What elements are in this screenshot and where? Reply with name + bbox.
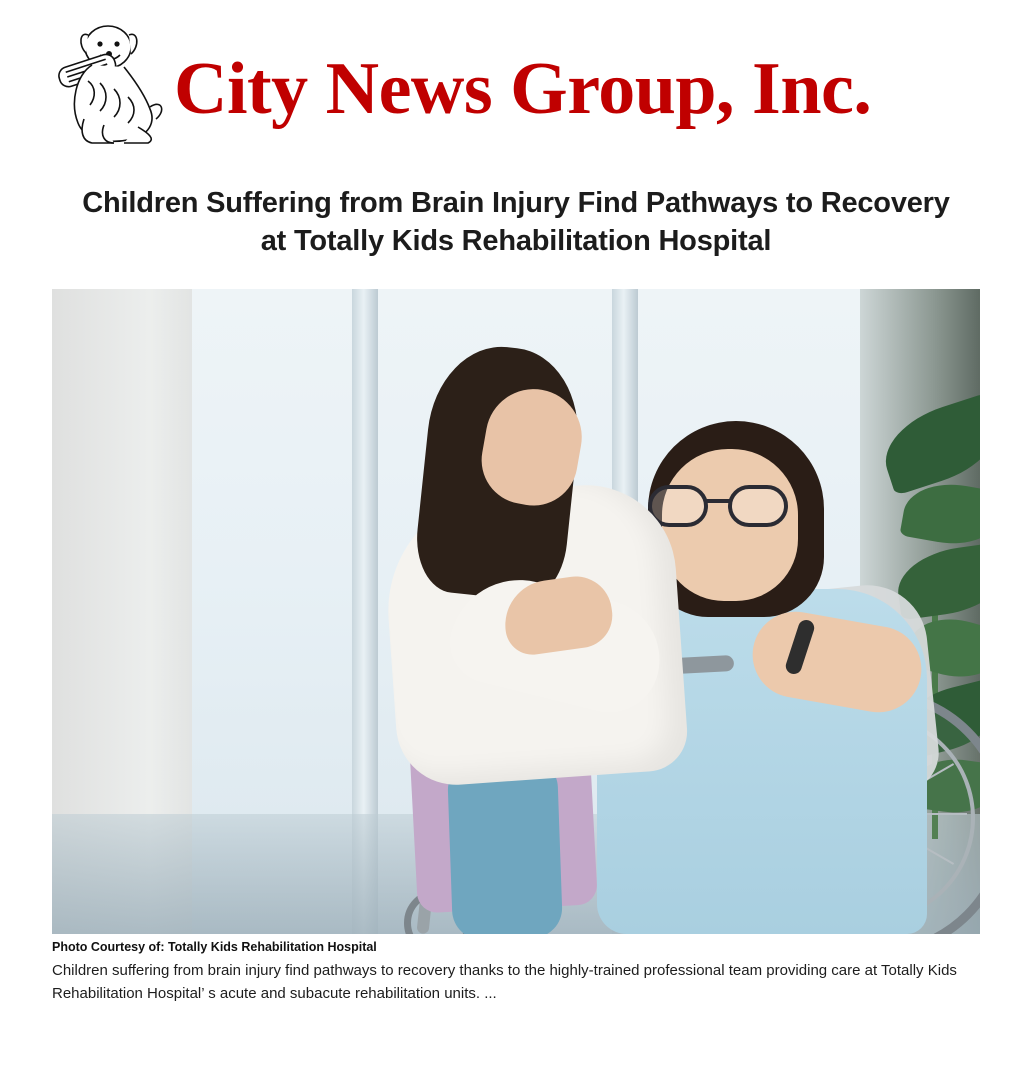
article-photo (52, 289, 980, 934)
masthead (0, 0, 1032, 160)
photo-caption: Photo Courtesy of: Totally Kids Rehabilitation Hospital (52, 940, 377, 954)
dog-with-newspaper-icon (52, 19, 170, 159)
photo-illustration (52, 289, 980, 934)
article-body: Children suffering from brain injury find pathways to recovery thanks to the highly-trained professional team providing care at Totally Kids Rehabilitation Hospital’ s acute and subacute rehabilitation units. ... (52, 962, 957, 1002)
eyeglasses-icon (648, 485, 790, 519)
article-headline: Children Suffering from Brain Injury Find Pathways to Recovery at Totally Kids Rehabilitation Hospital (82, 187, 950, 257)
publication-title: City News Group, Inc. (174, 48, 872, 130)
